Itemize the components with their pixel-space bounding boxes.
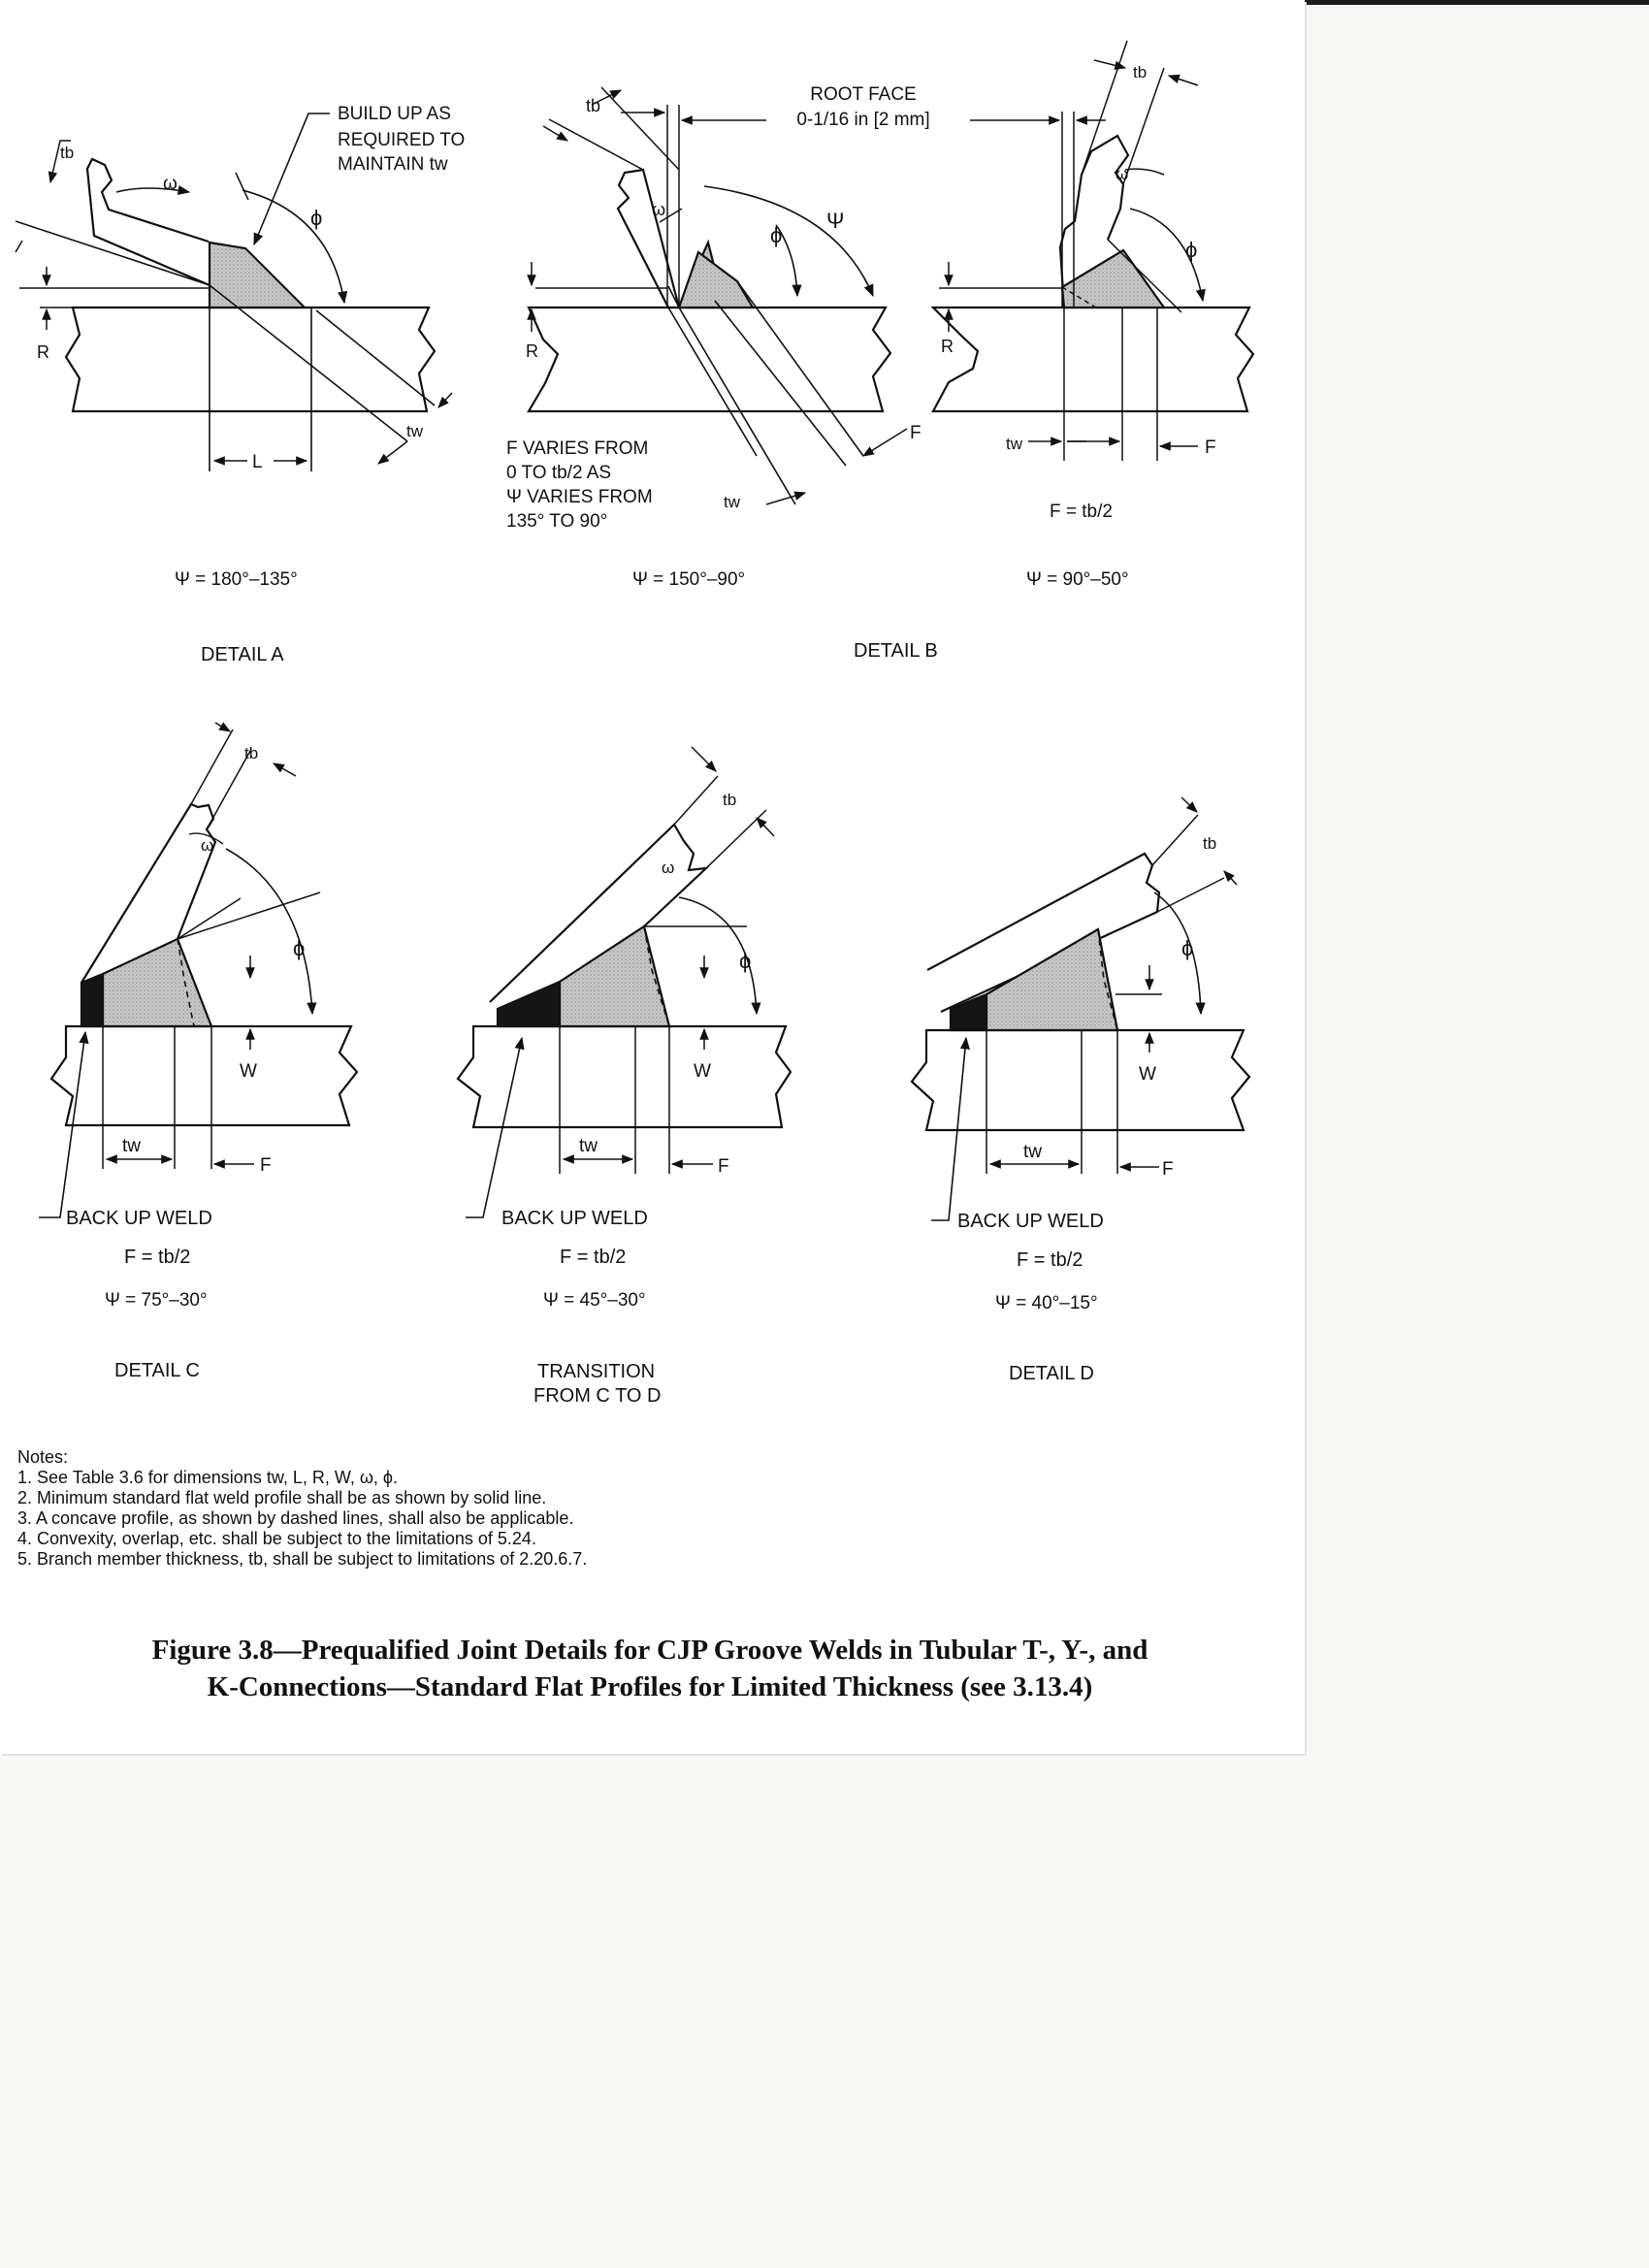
transition-psi-range: Ψ = 45°–30° xyxy=(543,1290,646,1311)
transition-f-label: F xyxy=(718,1156,729,1177)
detail-c-omega-label: ω xyxy=(201,836,214,855)
detail-b-rootface-line1: ROOT FACE xyxy=(810,84,917,105)
transition-omega-label: ω xyxy=(662,859,675,877)
note-2: 2. Minimum standard flat weld profile shall be as shown by solid line. xyxy=(17,1488,547,1507)
detail-c-backup-weld xyxy=(81,974,103,1026)
note-4: 4. Convexity, overlap, etc. shall be subject to the limitations of 5.24. xyxy=(17,1529,536,1548)
detail-b-psi-label: Ψ xyxy=(826,209,845,233)
detail-a-l-label: L xyxy=(252,452,263,472)
detail-d-f-label: F xyxy=(1162,1159,1174,1180)
detail-a-branch-tube xyxy=(87,159,210,285)
detail-a-main-member xyxy=(66,308,435,411)
transition-phi-label: ϕ xyxy=(739,949,752,973)
detail-a-buildup-line2: REQUIRED TO xyxy=(338,130,466,150)
detail-d-drawing xyxy=(912,797,1249,1220)
detail-b-title: DETAIL B xyxy=(854,640,938,662)
note-3: 3. A concave profile, as shown by dashed lines, shall also be applicable. xyxy=(17,1508,574,1528)
detail-a-tw-label: tw xyxy=(406,422,423,440)
detail-b2-weld xyxy=(1062,250,1164,308)
detail-b2-tw-label: tw xyxy=(1006,435,1022,453)
detail-d-title: DETAIL D xyxy=(1009,1363,1094,1384)
detail-b2-omega-label: ω xyxy=(1116,165,1129,183)
detail-b-tb-label: tb xyxy=(586,96,601,115)
detail-c-weld xyxy=(103,939,211,1026)
detail-b-f-label: F xyxy=(910,423,922,443)
note-1: 1. See Table 3.6 for dimensions tw, L, R, W, ω, ϕ. xyxy=(17,1468,398,1487)
detail-b-branch-tube xyxy=(618,170,679,308)
detail-b2-phi-label: ϕ xyxy=(1185,238,1198,262)
detail-b-left-psi-range: Ψ = 150°–90° xyxy=(632,569,746,590)
transition-drawing xyxy=(458,747,791,1217)
transition-w-label: W xyxy=(694,1061,711,1082)
detail-a-buildup-line1: BUILD UP AS xyxy=(338,104,451,124)
detail-b2-f-label: F xyxy=(1205,437,1216,458)
detail-b-weld xyxy=(668,252,753,308)
detail-b-fnote-line2: 0 TO tb/2 AS xyxy=(506,463,612,483)
detail-b2-r-label: R xyxy=(941,337,954,356)
detail-b2-f-formula: F = tb/2 xyxy=(1050,502,1113,522)
transition-weld xyxy=(560,926,669,1026)
detail-b-r-label: R xyxy=(526,341,538,361)
detail-a-r-label: R xyxy=(37,342,49,362)
detail-b-fnote-line4: 135° TO 90° xyxy=(506,511,608,532)
detail-c-w-label: W xyxy=(240,1061,257,1082)
detail-d-backup-label: BACK UP WELD xyxy=(957,1211,1104,1232)
detail-c-title: DETAIL C xyxy=(114,1360,200,1381)
detail-d-f-formula: F = tb/2 xyxy=(1017,1249,1083,1271)
detail-c-psi-range: Ψ = 75°–30° xyxy=(105,1290,208,1311)
detail-b-fnote-line1: F VARIES FROM xyxy=(506,438,649,459)
detail-d-w-label: W xyxy=(1139,1064,1156,1085)
transition-backup-weld xyxy=(498,982,560,1026)
transition-tw-label: tw xyxy=(579,1136,598,1156)
detail-a-omega-label: ω xyxy=(163,174,178,194)
detail-c-drawing xyxy=(39,723,357,1217)
transition-f-formula: F = tb/2 xyxy=(560,1247,627,1268)
detail-c-f-label: F xyxy=(260,1155,272,1176)
detail-a-buildup-line3: MAINTAIN tw xyxy=(338,154,448,175)
transition-title-line1: TRANSITION xyxy=(537,1361,656,1382)
detail-d-weld xyxy=(986,929,1117,1030)
figure-caption-line1: Figure 3.8—Prequalified Joint Details for CJP Groove Welds in Tubular T-, Y-, and xyxy=(151,1635,1148,1666)
detail-c-backup-label: BACK UP WELD xyxy=(66,1208,212,1229)
detail-c-phi-label: ϕ xyxy=(293,936,306,960)
notes-block xyxy=(17,1447,587,1570)
detail-c-tw-label: tw xyxy=(122,1136,141,1156)
detail-a-phi-label: ϕ xyxy=(310,206,323,230)
note-5: 5. Branch member thickness, tb, shall be subject to limitations of 2.20.6.7. xyxy=(17,1549,588,1569)
detail-b-fnote-line3: Ψ VARIES FROM xyxy=(506,487,653,507)
detail-c-tb-label: tb xyxy=(244,744,259,762)
detail-b2-tb-label: tb xyxy=(1133,63,1148,81)
detail-b-tw-label: tw xyxy=(724,493,740,511)
detail-d-psi-range: Ψ = 40°–15° xyxy=(995,1293,1098,1313)
detail-a-title: DETAIL A xyxy=(201,644,284,665)
detail-b-omega-label: ω xyxy=(652,200,666,219)
detail-d-phi-label: ϕ xyxy=(1181,936,1194,960)
detail-b-right-drawing xyxy=(933,41,1253,461)
transition-tb-label: tb xyxy=(723,791,737,809)
notes-heading: Notes: xyxy=(17,1447,69,1467)
detail-d-tw-label: tw xyxy=(1023,1142,1042,1162)
figure-caption xyxy=(68,1632,1232,1705)
detail-a-tb-label: tb xyxy=(60,144,75,162)
detail-a-weld xyxy=(210,243,305,308)
detail-b-phi-label: ϕ xyxy=(770,223,783,247)
detail-d-tb-label: tb xyxy=(1203,834,1217,853)
transition-title-line2: FROM C TO D xyxy=(534,1385,662,1407)
detail-b-right-psi-range: Ψ = 90°–50° xyxy=(1026,569,1129,590)
figure-caption-line2: K-Connections—Standard Flat Profiles for Limited Thickness (see 3.13.4) xyxy=(207,1671,1093,1702)
detail-c-f-formula: F = tb/2 xyxy=(124,1247,191,1268)
detail-b-rootface-line2: 0-1/16 in [2 mm] xyxy=(796,110,930,130)
transition-backup-label: BACK UP WELD xyxy=(501,1208,648,1229)
detail-a-psi-range: Ψ = 180°–135° xyxy=(175,569,298,590)
